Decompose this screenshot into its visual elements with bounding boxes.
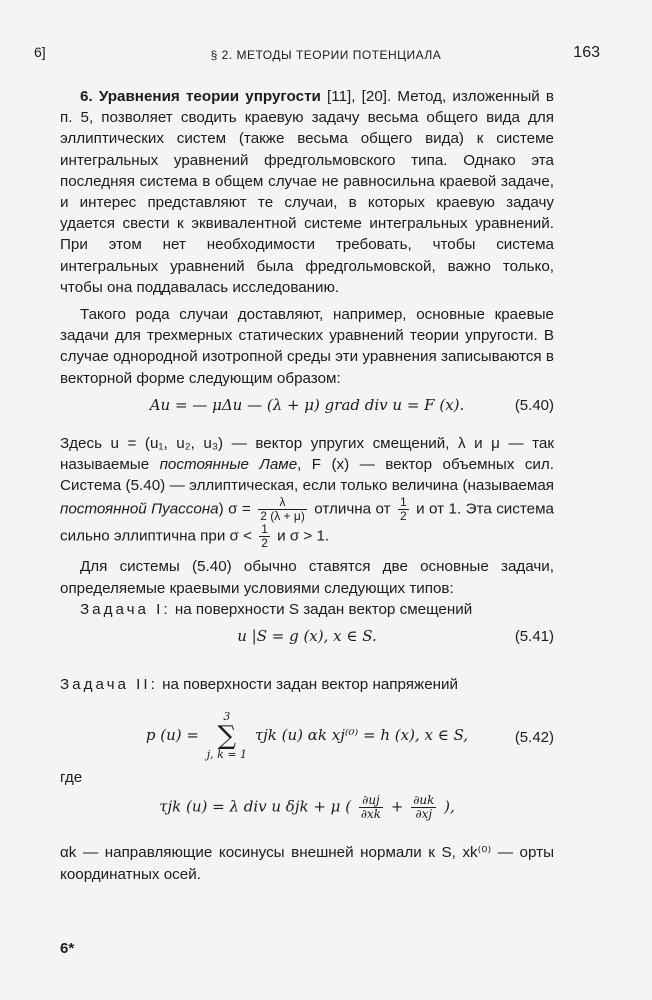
equation-number: (5.41) (514, 628, 554, 646)
equation-5-41: u |S = g (x), x ∈ S. (5.41) (60, 626, 554, 664)
equation-number: (5.40) (514, 396, 554, 414)
equation-5-42: p (u) = 3 ∑ j, k = 1 τjk (u) αk xj⁽⁰⁾ = h (x), x ∈ S, (5.42) (145, 710, 554, 762)
paragraph-examples: Такого рода случаи доставляют, например, основные краевые задачи для трехмерных статических уравнений теории упругости. В случае однородной изотропной среды эти уравнения записываются в векторной форме следующим образом: (60, 306, 554, 387)
section-heading: 6. Уравнения теории упругости (80, 88, 321, 105)
task-1: Задача I: на поверхности S задан вектор смещений (80, 600, 473, 618)
equation-number: (5.42) (514, 729, 554, 747)
fraction-du-k: $\frac{\partial uk}{\partial xj}$ (413, 793, 435, 822)
where-label: где (60, 769, 83, 787)
fraction-half-2: $\frac{1}{2}$ (261, 522, 268, 551)
fraction-du-j: $\frac{\partial uj}{\partial xk}$ (360, 793, 382, 822)
equation-5-40: Au = — μΔu — (λ + μ) grad div u = F (x). (5.40) (60, 395, 554, 433)
page-body (60, 86, 554, 885)
paragraph-intro: 6. Уравнения теории упругости [11], [20]. Метод, изложенный в п. 5, позволяет сводить краевую задачу весьма общего вида для эллиптических систем (также весьма общего вида) к системе интегральных уравнений фредгольмовского типа. Однако эта последняя система в общем случае не равносильна краевой задаче, и интерес представляют те случаи, в которых краевую задачу удается свести к эквивалентной системе интегральных уравнений. При этом нет необходимости требовать, чтобы система интегральных уравнений была фредгольмовской, важно только, чтобы она поддавалась исследованию. (60, 88, 554, 296)
task-2: Задача II: на поверхности задан вектор напряжений (60, 676, 458, 694)
signature-mark: 6* (60, 940, 75, 957)
term-lame: постоянные Ламе (159, 456, 298, 474)
running-head-title: § 2. МЕТОДЫ ТЕОРИИ ПОТЕНЦИАЛА (210, 48, 442, 62)
term-poisson: постоянной Пуассона (60, 500, 219, 518)
fraction-half: $\frac{1}{2}$ (400, 495, 407, 524)
fraction-sigma: $\frac{\lambda}{2 (\lambda + \mu)}$ (260, 495, 305, 524)
paragraph-tasks: Для системы (5.40) обычно ставятся две основные задачи, определяемые краевыми условиями следующих типов: (60, 558, 554, 597)
sum-symbol: 3 ∑ j, k = 1 (206, 710, 248, 762)
equation-tau: τjk (u) = λ div u δjk + μ ( $\frac{\partial uj}{\partial xk}$ + $\frac{\partial uk}{\partial xj}$ ), (159, 793, 455, 822)
paragraph-cosines: αk — направляющие косинусы внешней нормали к S, xk⁽⁰⁾ — орты координатных осей. (60, 844, 554, 883)
running-head-left: 6] (34, 44, 46, 60)
paragraph-lame: Здесь u = (u₁, u₂, u₃) — вектор упругих смещений, λ и μ — так называемые постоянные Ламе, F (x) — вектор объемных сил. Система (5.40) — эллиптическая, если только величина (называемая постоянной Пуассона) σ = $\frac{\lambda}{2 (\lambda + \mu)}$ отлична от $\frac{1}{2}$ и от 1. Эта система сильно эллиптична при σ < $\frac{1}{2}$ и σ > 1. (60, 434, 554, 551)
page-number: 163 (573, 44, 600, 61)
